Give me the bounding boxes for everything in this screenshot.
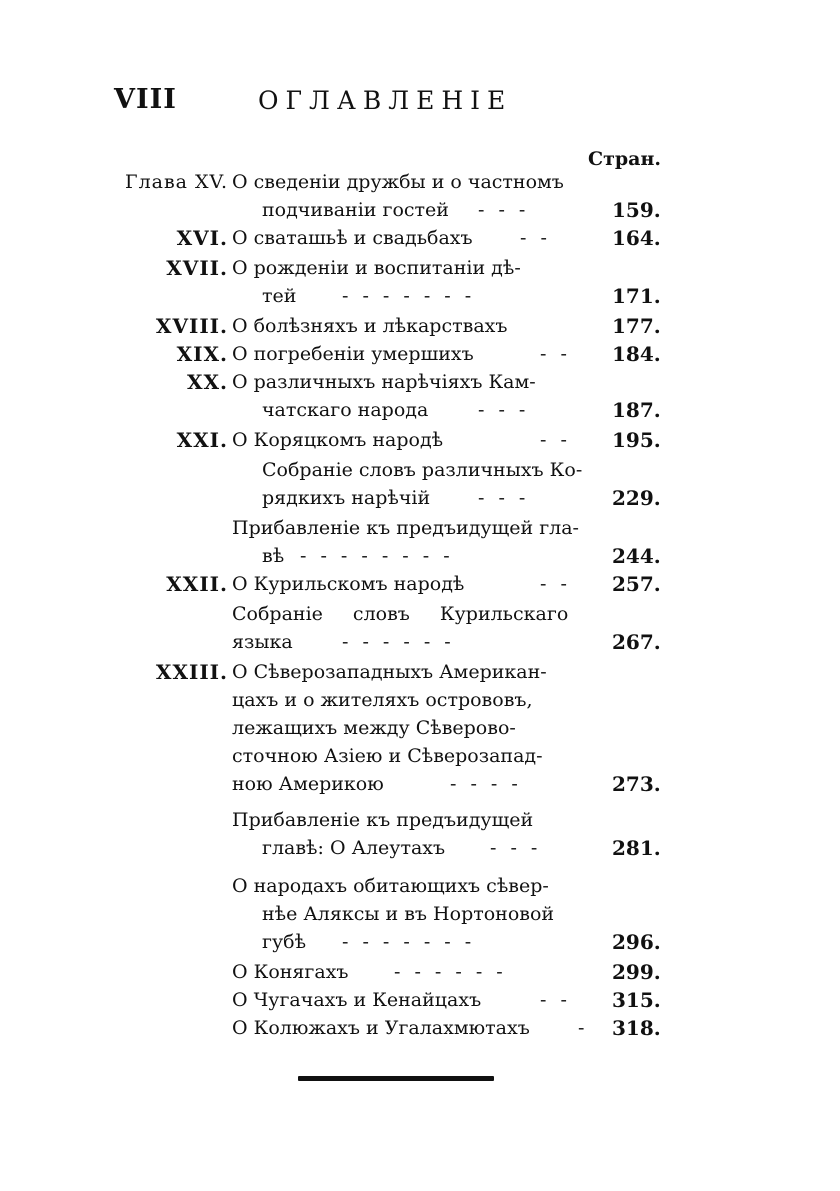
leader-dots: - - - (478, 199, 530, 221)
toc-subentry (0, 806, 840, 834)
entry-text: О Коряцкомъ народѣ (232, 429, 444, 451)
leader-dots: - (578, 1017, 589, 1039)
entry-text: Собраніе словъ различныхъ Ко- (262, 459, 583, 481)
toc-entry-ch19 (0, 340, 840, 368)
toc-subentry-cont (0, 900, 840, 928)
chapter-label: XXIII. (155, 660, 228, 684)
entry-text: Прибавленіе къ предъидущей гла- (232, 517, 579, 539)
page-ref: 281. (612, 836, 661, 860)
leader-dots: - - - - - - (342, 631, 455, 653)
entry-text: О Курильскомъ народѣ (232, 573, 465, 595)
entry-text: Прибавленіе къ предъидущей (232, 809, 534, 831)
entry-text: Собраніе словъ Курильскаго (232, 603, 569, 625)
entry-text: лежащихъ между Сѣверово- (232, 717, 516, 739)
page-number: VIII (114, 84, 177, 115)
entry-text: языка (232, 631, 293, 653)
entry-text: О Чугачахъ и Кенайцахъ (232, 989, 482, 1011)
leader-dots: - - (540, 573, 571, 595)
leader-dots: - - (540, 989, 571, 1011)
entry-text: О Колюжахъ и Угалахмютахъ (232, 1017, 530, 1039)
page-ref: 164. (612, 226, 661, 250)
toc-subentry (0, 958, 840, 986)
entry-text: О рожденіи и воспитаніи дѣ- (232, 257, 521, 279)
entry-text: О сваташьѣ и свадьбахъ (232, 227, 473, 249)
toc-subentry-cont (0, 542, 840, 570)
toc-subentry-cont (0, 628, 840, 656)
entry-text: О Конягахъ (232, 961, 349, 983)
entry-text: подчиваніи гостей (262, 199, 449, 221)
toc-entry-ch20 (0, 368, 840, 396)
page-ref: 296. (612, 930, 661, 954)
toc-entry-ch20-cont (0, 396, 840, 424)
toc-entry-ch18 (0, 312, 840, 340)
toc-entry-ch16 (0, 224, 840, 252)
page-ref: 257. (612, 572, 661, 596)
toc-subentry-cont (0, 928, 840, 956)
toc-subentry (0, 986, 840, 1014)
entry-text: тей (262, 285, 297, 307)
toc-entry-ch21 (0, 426, 840, 454)
toc-subentry (0, 514, 840, 542)
leader-dots: - - - (478, 399, 530, 421)
chapter-label: XIX. (176, 342, 228, 366)
chapter-label: XX. (187, 370, 228, 394)
chapter-label: Глава XV. (124, 171, 228, 193)
toc-subentry (0, 600, 840, 628)
closing-rule (298, 1076, 494, 1081)
entry-text: О различныхъ нарѣчіяхъ Кам- (232, 371, 536, 393)
entry-text: нѣе Аляксы и въ Нортоновой (262, 903, 555, 925)
entry-text: ною Америкою (232, 773, 384, 795)
page-ref: 159. (612, 198, 661, 222)
page-ref: 318. (612, 1016, 661, 1040)
chapter-label: XXI. (176, 428, 228, 452)
page-ref: 244. (612, 544, 661, 568)
toc-entry-ch23-cont (0, 770, 840, 798)
page-ref: 171. (612, 284, 661, 308)
entry-text: О народахъ обитающихъ сѣвер- (232, 875, 549, 897)
toc-subentry (0, 1014, 840, 1042)
leader-dots: - - (520, 227, 551, 249)
page-ref: 273. (612, 772, 661, 796)
toc-entry-ch17-cont (0, 282, 840, 310)
toc-entry-ch15-cont (0, 196, 840, 224)
toc-entry-ch23-cont (0, 714, 840, 742)
entry-text: цахъ и о жителяхъ острововъ, (232, 689, 533, 711)
entry-text: сточною Азіею и Сѣверозапад- (232, 745, 543, 767)
entry-text: вѣ (262, 545, 285, 567)
page-ref: 184. (612, 342, 661, 366)
chapter-label: XVII. (166, 256, 228, 280)
toc-subentry (0, 872, 840, 900)
page-ref: 177. (612, 314, 661, 338)
leader-dots: - - - - - - - (342, 931, 476, 953)
toc-subentry-cont (0, 484, 840, 512)
toc-entry-ch23 (0, 658, 840, 686)
entry-text: О болѣзняхъ и лѣкарствахъ (232, 315, 508, 337)
toc-entry-ch23-cont (0, 742, 840, 770)
toc-entry-ch23-cont (0, 686, 840, 714)
toc-entry-ch15 (0, 168, 840, 196)
leader-dots: - - - - - - - (342, 285, 476, 307)
leader-dots: - - - (490, 837, 542, 859)
page-title: ОГЛАВЛЕНІЕ (258, 86, 513, 115)
page-ref: 315. (612, 988, 661, 1012)
entry-text: О Сѣверозападныхъ Американ- (232, 661, 547, 683)
toc-entry-ch22 (0, 570, 840, 598)
page-ref: 195. (612, 428, 661, 452)
page-ref: 187. (612, 398, 661, 422)
page-ref: 229. (612, 486, 661, 510)
entry-text: чатскаго народа (262, 399, 429, 421)
chapter-label: XVIII. (155, 314, 228, 338)
toc-entry-ch17 (0, 254, 840, 282)
page-ref: 299. (612, 960, 661, 984)
page-ref: 267. (612, 630, 661, 654)
entry-text: рядкихъ нарѣчій (262, 487, 431, 509)
toc-subentry-cont (0, 834, 840, 862)
entry-text: губѣ (262, 931, 307, 953)
leader-dots: - - (540, 343, 571, 365)
entry-text: О погребеніи умершихъ (232, 343, 474, 365)
chapter-label: XXII. (166, 572, 228, 596)
leader-dots: - - - - (450, 773, 522, 795)
leader-dots: - - - - - - - - (300, 545, 454, 567)
entry-text: О сведеніи дружбы и о частномъ (232, 171, 564, 193)
toc-subentry (0, 456, 840, 484)
leader-dots: - - - - - - (394, 961, 507, 983)
chapter-label: XVI. (176, 226, 228, 250)
pages-column-header: Стран. (588, 148, 662, 170)
entry-text: главѣ: О Алеутахъ (262, 837, 446, 859)
leader-dots: - - - (478, 487, 530, 509)
leader-dots: - - (540, 429, 571, 451)
